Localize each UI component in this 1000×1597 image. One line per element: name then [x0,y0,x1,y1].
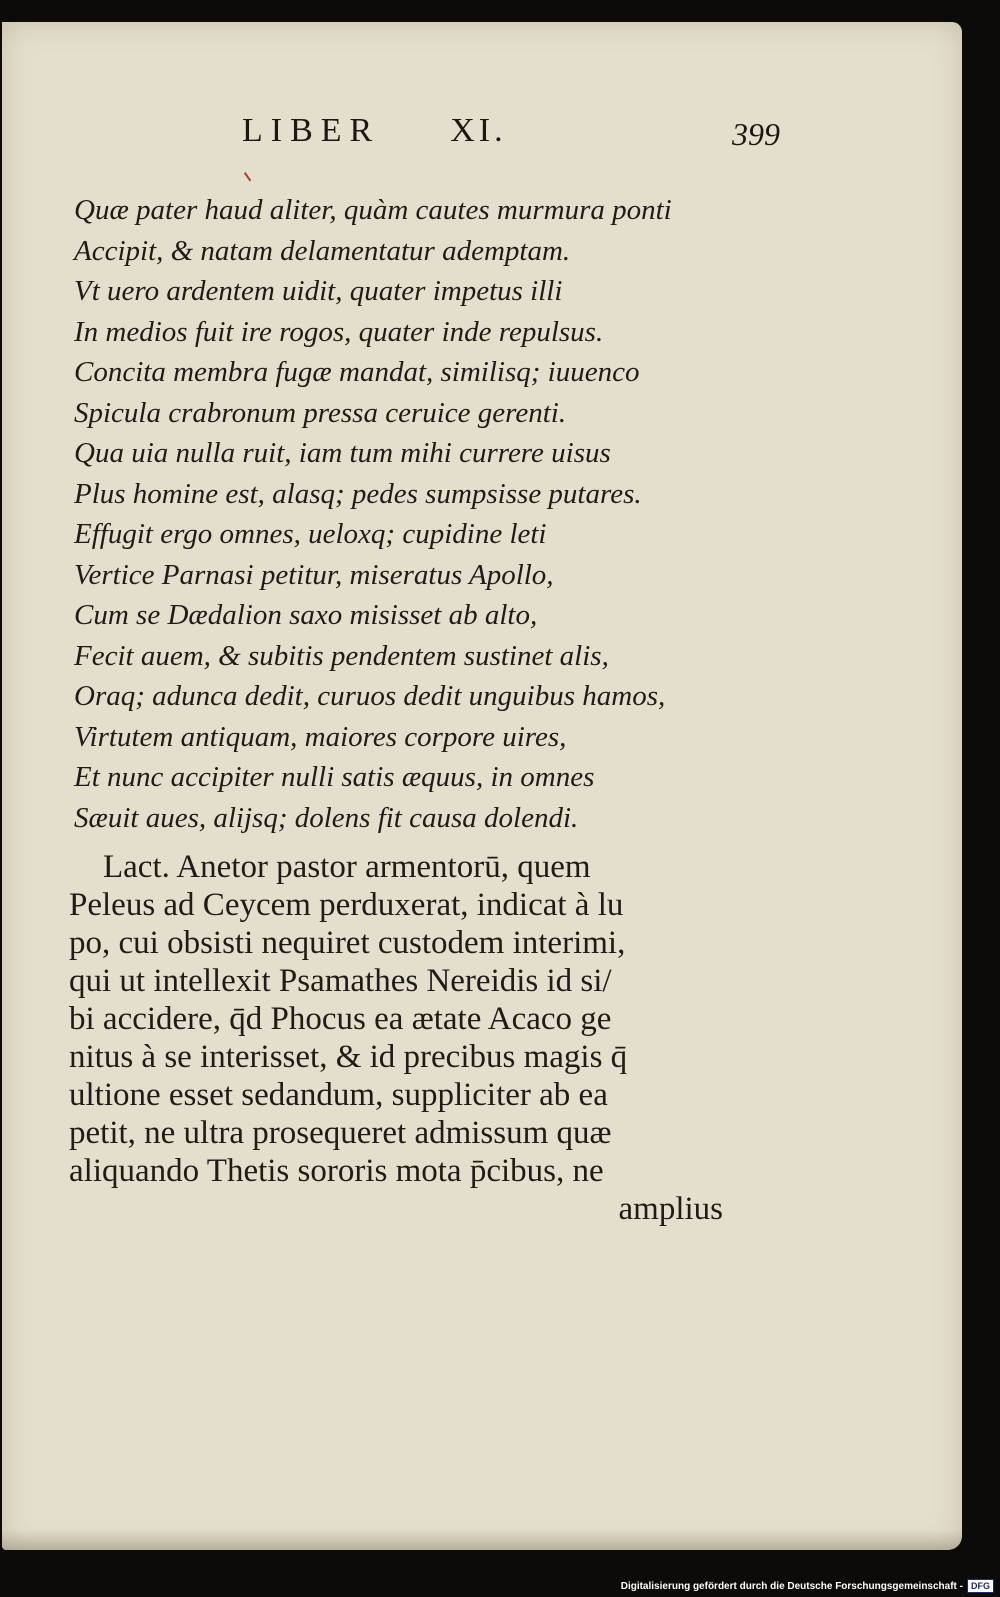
commentary-line: ultione esset sedandum, suppliciter ab ea [69,1077,608,1113]
verse-line: Qua uia nulla ruit, iam tum mihi currere uisus [74,437,611,469]
verse-line: Spicula crabronum pressa ceruice gerenti. [74,396,567,429]
verse-line: Accipit, & natam delamentatur ademptam. [74,234,571,267]
commentary-line: aliquando Thetis sororis mota p̄cibus, ne [69,1153,604,1189]
folio-number: 399 [732,116,780,152]
verse-line: Virtutem antiquam, maiores corpore uires, [74,720,567,753]
verse-line: Vertice Parnasi petitur, miseratus Apollo, [74,558,554,591]
verse-line: Oraq; adunca dedit, curuos dedit unguibus hamos, [74,680,666,712]
verse-line: Plus homine est, alasq; pedes sumpsisse putares. [74,477,642,510]
commentary-line: Lact. Anetor pastor armentorū, quem [103,849,591,885]
verse-line: Effugit ergo omnes, ueloxq; cupidine leti [74,518,547,550]
verse-line: In medios fuit ire rogos, quater inde repulsus. [74,315,604,348]
commentary-line: petit, ne ultra prosequeret admissum quæ [69,1115,612,1151]
commentary-line: bi accidere, q̄d Phocus ea ætate Acaco ge [69,1001,612,1037]
digitization-credit [621,1579,994,1593]
commentary-line: Peleus ad Ceycem perduxerat, indicat à lu [69,887,624,923]
verse-line: Et nunc accipiter nulli satis æquus, in omnes [74,761,595,793]
running-header [242,112,507,150]
book-number: XI. [450,112,507,149]
verse-line: Cum se Dædalion saxo misisset ab alto, [74,599,538,631]
verse-block [74,190,734,838]
running-title: LIBER [242,112,381,149]
red-ink-mark [244,169,256,182]
commentary-line: qui ut intellexit Psamathes Nereidis id si/ [69,963,612,999]
book-page [2,22,962,1550]
verse-line: Concita membra fugæ mandat, similisq; iuuenco [74,356,640,388]
verse-line: Quæ pater haud aliter, quàm cautes murmura ponti [74,194,672,226]
dfg-logo: DFG [967,1579,994,1593]
commentary-line: nitus à se interisset, & id precibus magis q̄ [69,1039,628,1075]
verse-line: Fecit auem, & subitis pendentem sustinet alis, [74,639,609,672]
verse-line: Vt uero ardentem uidit, quater impetus illi [74,275,563,307]
verse-line: Sæuit aues, alijsq; dolens fit causa dolendi. [74,801,579,834]
commentary-block [69,848,729,1228]
credit-text: Digitalisierung gefördert durch die Deutsche Forschungsgemeinschaft - [620,1580,963,1592]
catchword: amplius [618,1191,723,1227]
commentary-line: po, cui obsisti nequiret custodem interimi, [69,925,626,961]
